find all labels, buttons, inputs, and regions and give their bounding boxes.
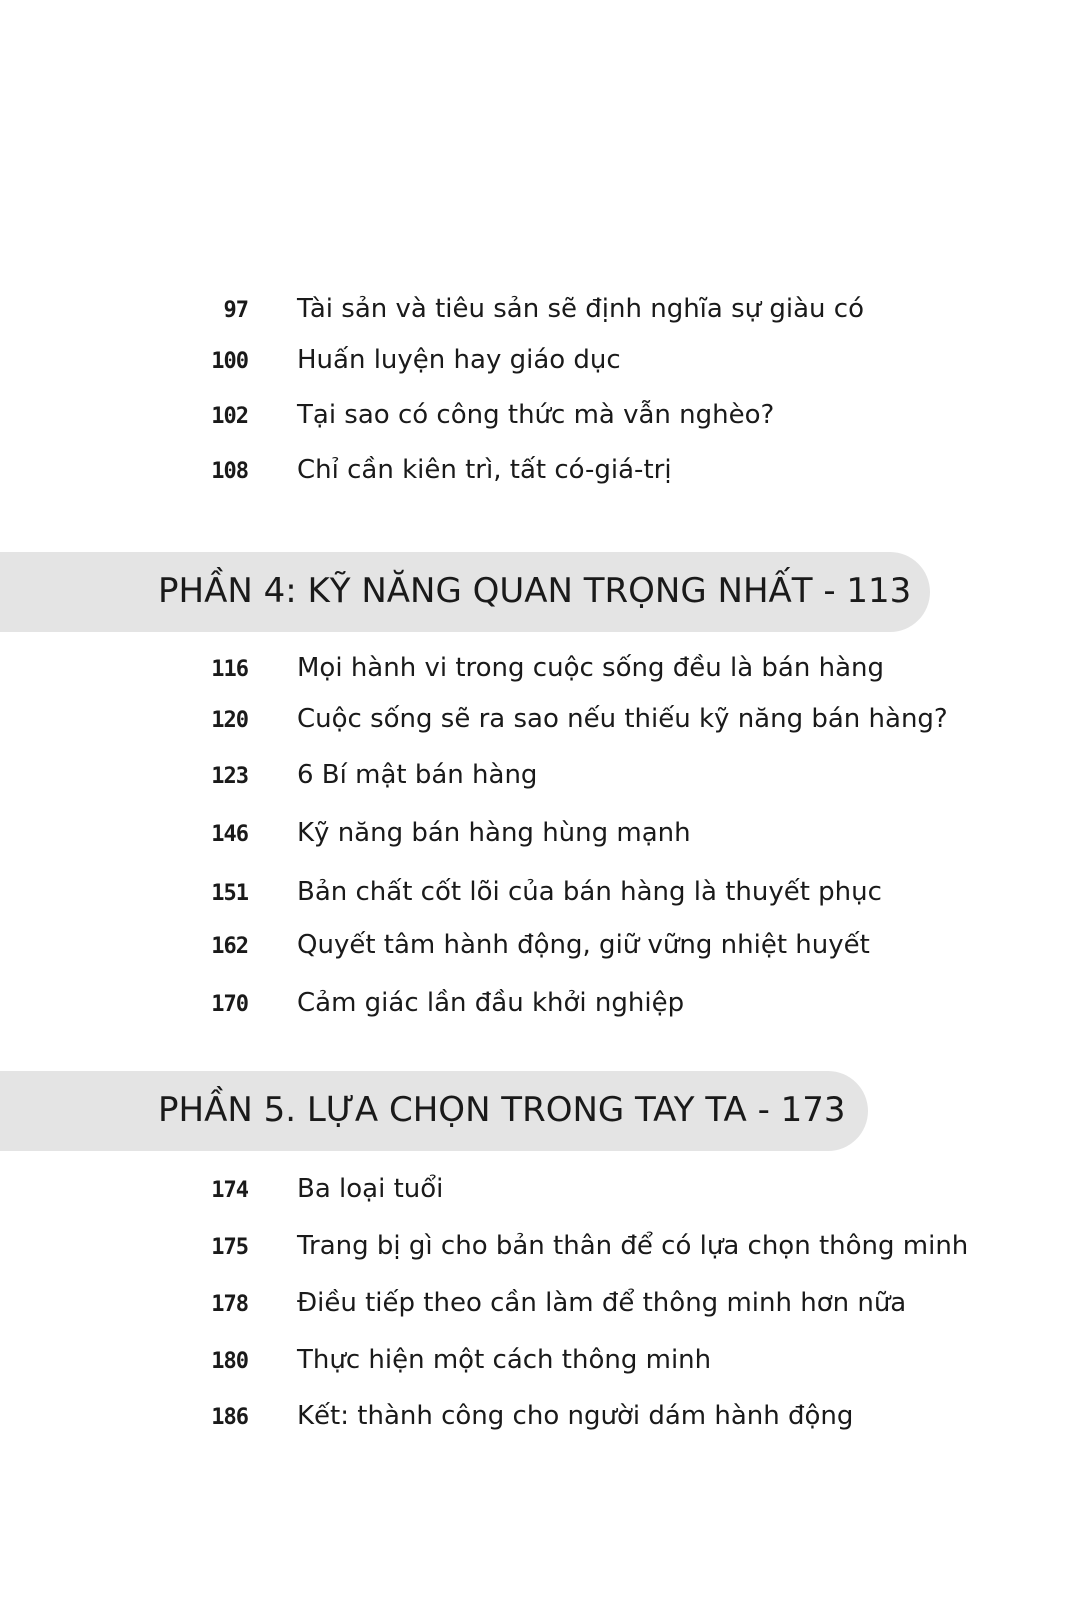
entry-title: Ba loại tuổi xyxy=(297,1174,444,1204)
toc-entry xyxy=(0,1227,1079,1271)
entry-title: Trang bị gì cho bản thân để có lựa chọn thông minh xyxy=(297,1231,969,1261)
entry-title: Thực hiện một cách thông minh xyxy=(297,1345,712,1375)
entry-title: Kết: thành công cho người dám hành động xyxy=(297,1401,854,1431)
entry-title: Tại sao có công thức mà vẫn nghèo? xyxy=(297,400,775,430)
toc-entry xyxy=(0,649,1079,693)
toc-entry xyxy=(0,290,1079,334)
page-number: 186 xyxy=(211,1405,248,1430)
page-number: 116 xyxy=(211,657,248,682)
entry-title: Tài sản và tiêu sản sẽ định nghĩa sự giàu có xyxy=(297,294,864,324)
section-heading-band xyxy=(0,552,930,632)
toc-entry xyxy=(0,984,1079,1028)
toc-entry xyxy=(0,396,1079,440)
entry-title: Chỉ cần kiên trì, tất có-giá-trị xyxy=(297,455,672,485)
toc-entry xyxy=(0,1341,1079,1385)
page-number: 175 xyxy=(211,1235,248,1260)
entry-title: Huấn luyện hay giáo dục xyxy=(297,345,621,375)
entry-title: Kỹ năng bán hàng hùng mạnh xyxy=(297,818,691,848)
toc-entry xyxy=(0,756,1079,800)
entry-title: Cảm giác lần đầu khởi nghiệp xyxy=(297,988,685,1018)
page-number: 97 xyxy=(223,298,248,323)
toc-entry xyxy=(0,1284,1079,1328)
toc-entry xyxy=(0,926,1079,970)
toc-entry xyxy=(0,1397,1079,1441)
toc-entry xyxy=(0,341,1079,385)
page-number: 102 xyxy=(211,404,248,429)
section-heading-band xyxy=(0,1071,868,1151)
toc-entry xyxy=(0,700,1079,744)
page-number: 146 xyxy=(211,822,248,847)
section-heading: PHẦN 5. LỰA CHỌN TRONG TAY TA - 173 xyxy=(158,1090,846,1130)
page-number: 120 xyxy=(211,708,248,733)
toc-entry xyxy=(0,814,1079,858)
page-number: 162 xyxy=(211,934,248,959)
entry-title: Quyết tâm hành động, giữ vững nhiệt huyết xyxy=(297,930,870,960)
page-number: 178 xyxy=(211,1292,248,1317)
toc-entry xyxy=(0,451,1079,495)
toc-entry xyxy=(0,873,1079,917)
entry-title: Mọi hành vi trong cuộc sống đều là bán hàng xyxy=(297,653,884,683)
page-number: 170 xyxy=(211,992,248,1017)
page-number: 100 xyxy=(211,349,248,374)
entry-title: Cuộc sống sẽ ra sao nếu thiếu kỹ năng bán hàng? xyxy=(297,704,948,734)
page-number: 180 xyxy=(211,1349,248,1374)
entry-title: 6 Bí mật bán hàng xyxy=(297,760,538,790)
entry-title: Điều tiếp theo cần làm để thông minh hơn nữa xyxy=(297,1288,907,1318)
entry-title: Bản chất cốt lõi của bán hàng là thuyết phục xyxy=(297,877,882,907)
page-number: 108 xyxy=(211,459,248,484)
section-heading: PHẦN 4: KỸ NĂNG QUAN TRỌNG NHẤT - 113 xyxy=(158,571,912,611)
page-number: 123 xyxy=(211,764,248,789)
page-number: 174 xyxy=(211,1178,248,1203)
page-number: 151 xyxy=(211,881,248,906)
toc-entry xyxy=(0,1170,1079,1214)
